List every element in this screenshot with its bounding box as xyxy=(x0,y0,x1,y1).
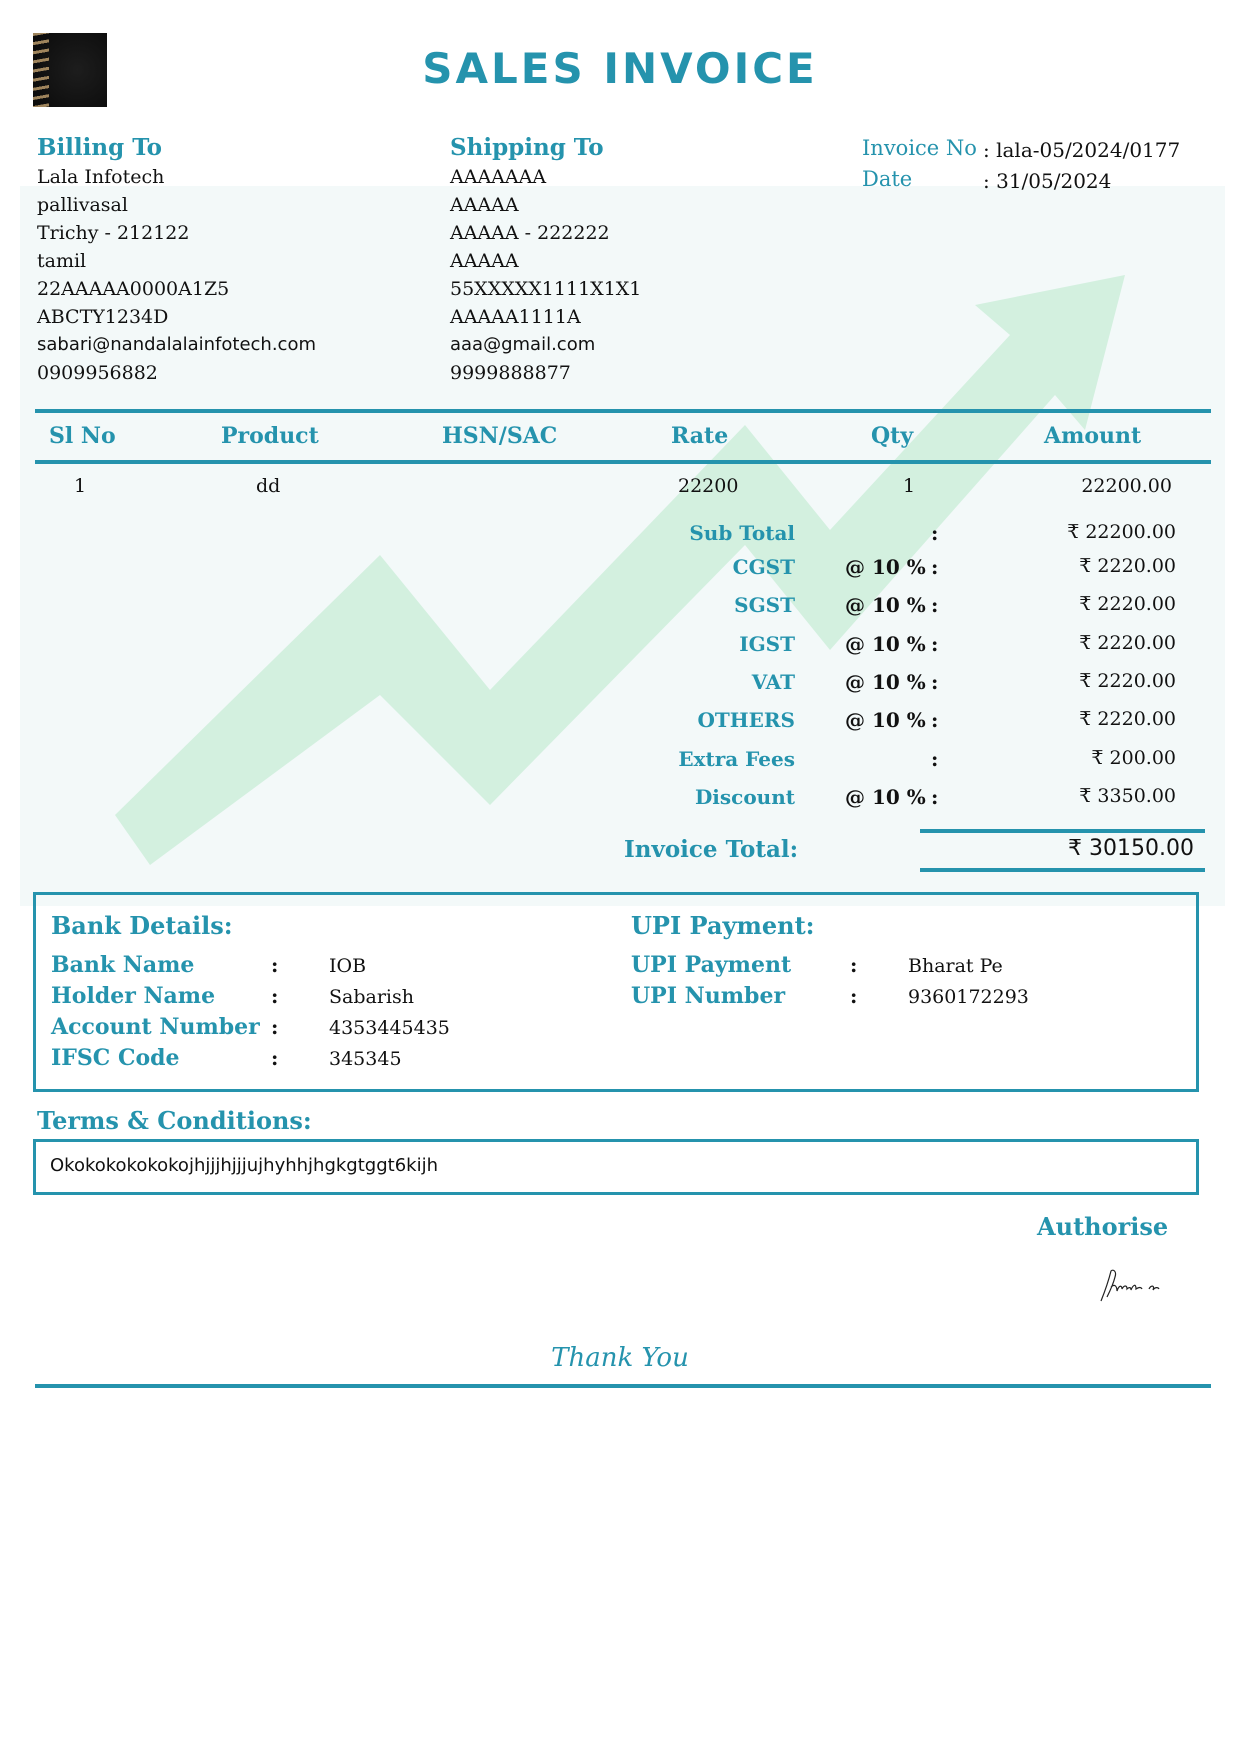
extra-fees-colon: : xyxy=(931,747,939,771)
others-label: OTHERS xyxy=(697,708,795,732)
upi-payment-label: UPI Payment xyxy=(631,952,792,978)
billing-line: Trichy - 212122 xyxy=(37,222,190,244)
date-value: : 31/05/2024 xyxy=(983,169,1112,193)
subtotal-colon: : xyxy=(931,521,939,545)
upi-number-label: UPI Number xyxy=(631,983,786,1009)
sgst-label: SGST xyxy=(734,593,795,617)
cgst-value: ₹ 2220.00 xyxy=(1079,555,1176,577)
signature-icon xyxy=(1095,1265,1165,1305)
others-rate: @ 10 % xyxy=(845,708,926,732)
col-header-product: Product xyxy=(221,423,319,449)
bank-name-colon: : xyxy=(271,953,279,977)
total-bottom-rule xyxy=(920,868,1205,872)
invoice-no-label: Invoice No xyxy=(862,136,977,160)
discount-colon: : xyxy=(931,785,939,809)
thank-you-text: Thank You xyxy=(551,1343,689,1373)
upi-number-colon: : xyxy=(850,984,858,1008)
col-header-qty: Qty xyxy=(871,423,914,449)
col-header-slno: Sl No xyxy=(49,423,116,449)
terms-box xyxy=(33,1139,1199,1195)
igst-value: ₹ 2220.00 xyxy=(1079,632,1176,654)
billing-phone: 0909956882 xyxy=(37,362,158,384)
cgst-rate: @ 10 % xyxy=(845,555,926,579)
bank-name-label: Bank Name xyxy=(51,952,195,978)
terms-text: Okokokokokokojhjjjhjjjujhyhhjhgkgtggt6kijh xyxy=(50,1155,438,1176)
col-header-amount: Amount xyxy=(1044,423,1142,449)
upi-number-value: 9360172293 xyxy=(908,986,1029,1008)
footer-rule xyxy=(35,1384,1211,1388)
vat-rate: @ 10 % xyxy=(845,670,926,694)
cell-rate: 22200 xyxy=(678,475,739,497)
shipping-phone: 9999888877 xyxy=(450,362,571,384)
extra-fees-label: Extra Fees xyxy=(678,747,795,771)
total-top-rule xyxy=(920,829,1205,833)
account-number-colon: : xyxy=(271,1015,279,1039)
igst-colon: : xyxy=(931,632,939,656)
others-colon: : xyxy=(931,708,939,732)
page-title: SALES INVOICE xyxy=(422,44,818,93)
upi-payment-colon: : xyxy=(850,953,858,977)
billing-section xyxy=(37,134,316,387)
discount-label: Discount xyxy=(694,785,795,809)
igst-rate: @ 10 % xyxy=(845,632,926,656)
vat-label: VAT xyxy=(751,670,795,694)
billing-line: tamil xyxy=(37,250,87,272)
shipping-line: AAAAA1111A xyxy=(450,306,581,328)
terms-heading: Terms & Conditions: xyxy=(37,1106,312,1135)
billing-email: sabari@nandalalainfotech.com xyxy=(37,334,316,355)
igst-label: IGST xyxy=(739,632,795,656)
sgst-rate: @ 10 % xyxy=(845,593,926,617)
holder-name-value: Sabarish xyxy=(329,986,414,1008)
holder-name-colon: : xyxy=(271,984,279,1008)
shipping-line: AAAAAAA xyxy=(450,166,547,188)
billing-line: Lala Infotech xyxy=(37,166,165,188)
sgst-value: ₹ 2220.00 xyxy=(1079,593,1176,615)
cell-product: dd xyxy=(256,475,281,497)
extra-fees-value: ₹ 200.00 xyxy=(1091,747,1176,769)
ifsc-code-label: IFSC Code xyxy=(51,1045,180,1071)
upi-heading: UPI Payment: xyxy=(631,911,815,940)
bank-name-value: IOB xyxy=(329,955,367,977)
account-number-value: 4353445435 xyxy=(329,1017,450,1039)
bank-heading: Bank Details: xyxy=(51,911,233,940)
billing-line: ABCTY1234D xyxy=(37,306,169,328)
shipping-section xyxy=(450,134,641,387)
subtotal-value: ₹ 22200.00 xyxy=(1067,521,1176,543)
billing-line: 22AAAAA0000A1Z5 xyxy=(37,278,230,300)
shipping-line: 55XXXXX1111X1X1 xyxy=(450,278,642,300)
others-value: ₹ 2220.00 xyxy=(1079,708,1176,730)
vat-value: ₹ 2220.00 xyxy=(1079,670,1176,692)
col-header-rate: Rate xyxy=(671,423,729,449)
date-label: Date xyxy=(862,167,913,191)
cgst-label: CGST xyxy=(732,555,795,579)
sgst-colon: : xyxy=(931,593,939,617)
holder-name-label: Holder Name xyxy=(51,983,216,1009)
cell-qty: 1 xyxy=(903,475,916,497)
discount-rate: @ 10 % xyxy=(845,785,926,809)
shipping-line: AAAAA xyxy=(450,194,519,216)
subtotal-label: Sub Total xyxy=(689,521,795,545)
shipping-line: AAAAA - 222222 xyxy=(450,222,610,244)
cgst-colon: : xyxy=(931,555,939,579)
ifsc-code-colon: : xyxy=(271,1046,279,1070)
cell-slno: 1 xyxy=(74,475,87,497)
discount-value: ₹ 3350.00 xyxy=(1079,785,1176,807)
invoice-no-value: : lala-05/2024/0177 xyxy=(983,138,1181,162)
authorise-label: Authorise xyxy=(1037,1212,1169,1241)
shipping-heading: Shipping To xyxy=(450,134,604,161)
cell-amount: 22200.00 xyxy=(1081,475,1172,497)
billing-heading: Billing To xyxy=(37,134,163,161)
shipping-line: AAAAA xyxy=(450,250,519,272)
billing-line: pallivasal xyxy=(37,194,128,216)
col-header-hsn: HSN/SAC xyxy=(442,423,558,449)
table-header-rule xyxy=(35,460,1211,464)
invoice-total-label: Invoice Total: xyxy=(624,836,799,863)
upi-payment-value: Bharat Pe xyxy=(908,955,1003,977)
shipping-email: aaa@gmail.com xyxy=(450,334,596,355)
ifsc-code-value: 345345 xyxy=(329,1048,402,1070)
vat-colon: : xyxy=(931,670,939,694)
table-top-rule xyxy=(35,409,1211,413)
account-number-label: Account Number xyxy=(51,1014,260,1040)
invoice-total-value: ₹ 30150.00 xyxy=(1068,836,1194,861)
